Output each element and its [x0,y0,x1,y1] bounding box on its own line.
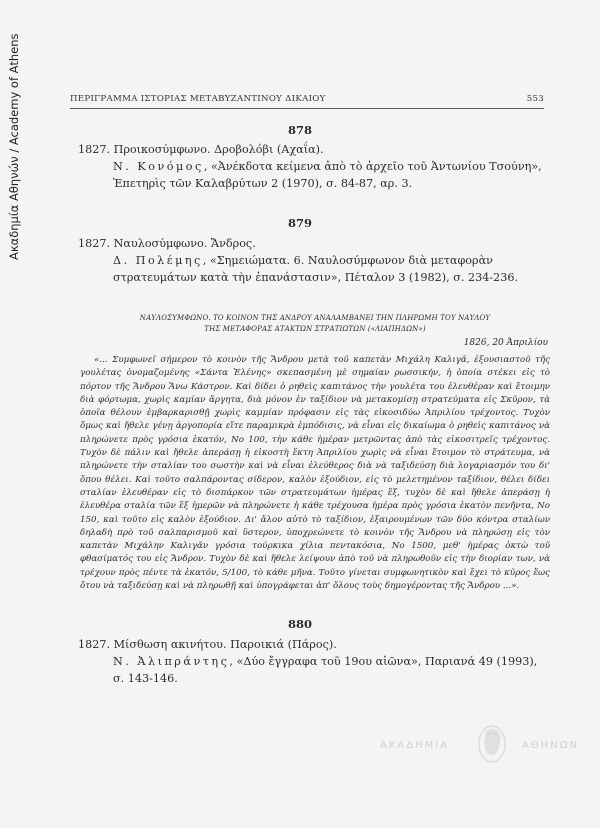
entry-reference [78,252,548,286]
document-title [80,313,550,335]
running-head [70,94,544,109]
entry-author: Ν. Ἀλιπράντης [113,655,230,668]
document-date: 1826, 20 Ἀπριλίου [463,338,548,348]
entry-heading: 1827. Μίσθωση ακινήτου. Παροικιά (Πάρος). [78,638,337,651]
entry-number: 879 [287,216,312,230]
entry-878 [78,141,548,192]
entry-reference [78,653,548,687]
watermark-text-left: ΑΚΑΔΗΜΙΑ [380,740,450,751]
entry-reference-text: , «Ἀνέκδοτα κείμενα ἀπὸ τὸ ἀρχεῖο τοῦ Ἀντωνίου Τσούνη», Ἐπετηρὶς τῶν Καλαβρύτων 2 (1970), σ. 84-87, αρ. 3. [113,160,542,190]
document-title-line: ΝΑΥΛΟΣΥΜΦΩΝΟ. ΤΟ ΚΟΙΝΟΝ ΤΗΣ ΑΝΔΡΟΥ ΑΝΑΛΑΜΒΑΝΕΙ ΤΗΝ ΠΛΗΡΩΜΗ ΤΟΥ ΝΑΥΛΟΥ [139,314,491,322]
entry-reference-text: , «Σημειώματα. 6. Ναυλοσύμφωνον διὰ μεταφορὰν στρατευμάτων κατὰ τὴν ἐπανάστασιν», Πέταλον 3 (1982), σ. 234-236. [113,254,519,284]
document-body: «... Συμφωνεῖ σήμερον τὸ κοινὸν τῆς Ἄνδρου μετὰ τοῦ καπετὰν Μιχάλη Καλιγᾶ, ἐξουσιαστοῦ τῆς γουλέτας ὀνομαζομένης «Σάντα Ἑλένης» σκεπασμένη μὲ σημαίαν ρωσσικήν, ἡ ὁποία στέκει εἰς τὸ πόρτον τῆς Ἄνδρου Ἄνω Κάστρον. Καὶ δίδει ὁ ρηθεὶς καπιτάνος τὴν γουλέτα του ἐλευθέραν καὶ ἕτοιμην διὰ φόρτωμα, χωρὶς καμίαν ἄργητα, διὰ μόνον ἐν ταξίδιον νὰ μετακομίσῃ στρατεύματα εἰς Σκῦρον, τὰ ὁποῖα θέλουν ἐμβαρκαρισθῇ χωρὶς καμμίαν πρόφασιν εἰς τὰς εἰκοσιδύω Ἀπριλίου τρέχοντος. Τυχὸν ὅμως καὶ ἤθελε γένῃ ἀργοπορία εἴτε παραμικρὰ ἐμπόδισις, νὰ εἶναι εἰς δικαίωμα ὁ ρηθεὶς καπιτάνος νὰ πληρώνετε πρὸς γρόσια ἑκατόν, Νο 100, τὴν κάθε ἡμέραν μετρῶντας ἀπὸ τὰς εἰκοσιτρεῖς τρέχοντος. Τυχὸν δὲ πάλιν καὶ ἤθελε ἀπεράσῃ ἡ εἰκοστὴ ἕκτη Ἀπριλίου χωρὶς νὰ εἶναι ἕτοιμον τὸ στράτευμα, νὰ πληρώνετε τὴν σταλίαν του σωστὴν καὶ νὰ εἶναι ἐλεύθερος διὰ νὰ ταξιδεύσῃ διὰ λογαριασμόν του δι' ὅπου θέλει. Καὶ τοῦτο σαλπάροντας σίδερον, καλὸν ἐξούδιον, εἰς τὸ μελετημένον ταξίδιον, θέλει δίδει σταλίαν ἐλευθέραν εἰς τὸ δισπάρκον τῶν στρατευμάτων ἡμέρας ἕξ, τυχὸν δὲ καὶ ἤθελε ἀπεράσῃ ἡ ἐλευθέρα σταλία τῶν ἓξ ἡμερῶν νὰ πληρώνετε ἡ κάθε τρέχουσα ἡμέρα πρὸς γρόσια ἑκατὸν πενῆντα, Νο 150, καὶ τοῦτο εἰς καλὸν ἐξούδιον. Δι' ἄλον αὐτὸ τὸ ταξίδιον, ἐξαιρουμένων τῶν δύο κόντρα σταλίων δηλαδὴ πρὸ τοῦ σαλπαρισμοῦ καὶ ὕστερον, ὑποχρεώνετε τὸ κοινὸν τῆς Ἄνδρου νὰ πληρώσῃ εἰς τὸν καπετὰν Μιχάλην Καλιγᾶν γρόσια τούρκικα χίλια πεντακόσια, Νο 1500, μεθ' ἡμέρας ὀκτὼ τοῦ φθασίματός του εἰς Ἄνδρον. Τυχὸν δὲ καὶ ἤθελε λείψουν ἀπὸ τοῦ νὰ πληρωθοῦν εἰς τὴν διορίαν των, νὰ τρέχουν πρὸς πέντε τὰ ἑκατόν, 5/100, τὸ κάθε μῆνα. Τοῦτο γίνεται συμφωνητικὸν καὶ ἔχει τὸ κῦρος ἕως ὅτου νὰ ταξιδεύσῃ καὶ νὰ πληρωθῇ καὶ ὑπογράφεται ἀπ' ὅλους τοὺς δημογέροντας τῆς Ἄνδρου ...». [80,355,550,592]
document-title-line: ΤΗΣ ΜΕΤΑΦΟΡΑΣ ΑΤΑΚΤΩΝ ΣΤΡΑΤΙΩΤΩΝ («ΛΙΑΠΗΔΩΝ») [204,325,426,333]
running-head-title: ΠΕΡΙΓΡΑΜΜΑ ΙΣΤΟΡΙΑΣ ΜΕΤΑΒΥΖΑΝΤΙΝΟΥ ΔΙΚΑΙΟΥ [70,94,326,104]
entry-reference-text: , «Δύο ἔγγραφα τοῦ 19ου αἰῶνα», Παριανά 49 (1993), σ. 143-146. [113,655,538,685]
entry-author: Δ. Πολέμης [113,254,203,267]
entry-heading: 1827. Ναυλοσύμφωνο. Ἄνδρος. [78,237,256,250]
entry-reference [78,158,548,192]
entry-heading: 1827. Προικοσύμφωνο. Δροβολόβι (Αχαΐα). [78,143,324,156]
entry-author: Ν. Κονόμος [113,160,204,173]
page-number: 553 [526,94,544,104]
entry-number: 878 [287,123,312,137]
academy-seal-icon [474,722,510,768]
entry-880 [78,636,548,687]
sidebar-credit: Ακαδημία Αθηνών / Academy of Athens [7,33,21,260]
watermark-text-right: ΑΘΗΝΩΝ [522,740,579,751]
entry-879 [78,235,548,286]
entry-number: 880 [287,617,312,631]
